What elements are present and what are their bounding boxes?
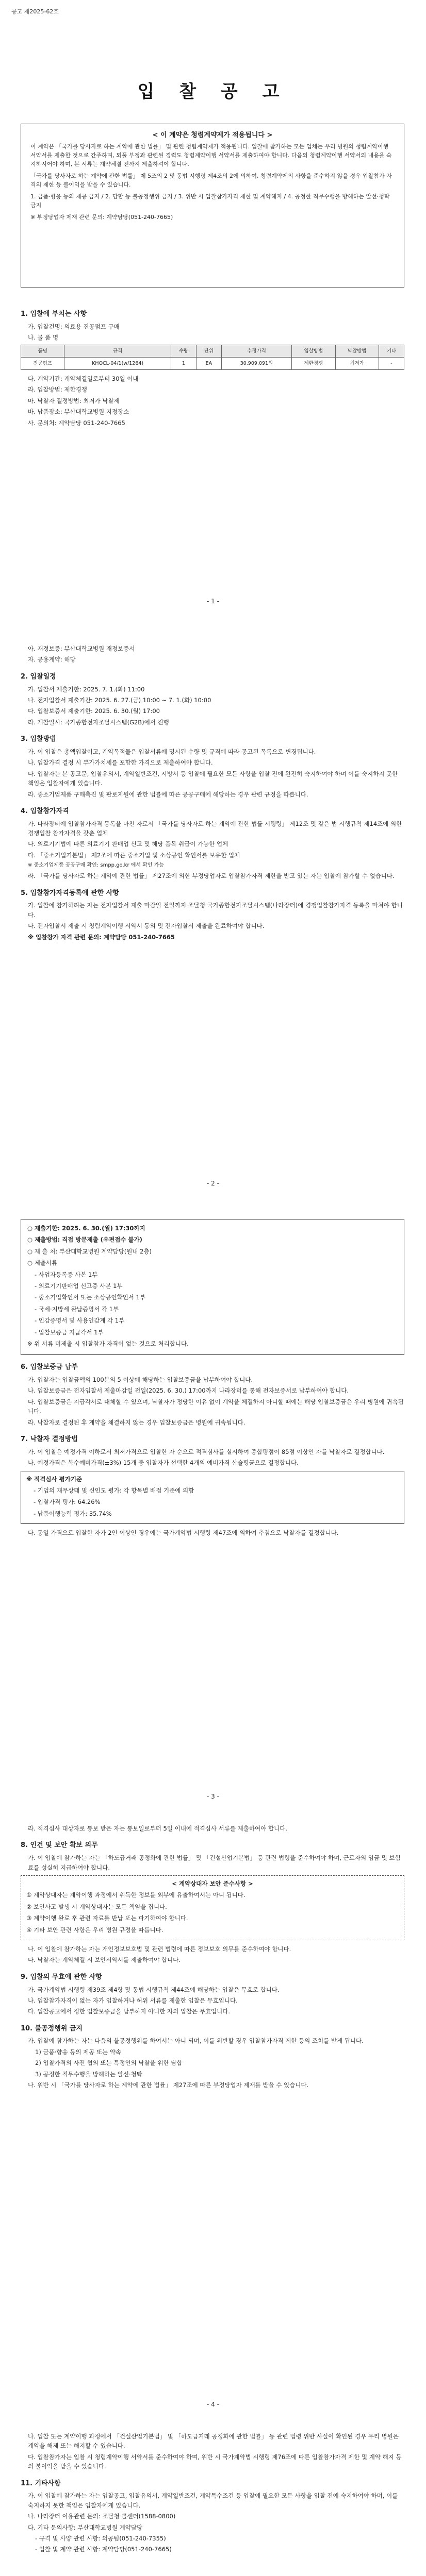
section-1 bbox=[21, 309, 404, 429]
section-item: 나. 입찰참가자격이 없는 자가 입찰하거나 허위 서류를 제출한 입찰은 무효입니다. bbox=[28, 1996, 238, 2004]
section-item: 마. 낙찰자 결정방법: 최저가 낙찰제 bbox=[28, 397, 120, 404]
table-cell: - bbox=[379, 357, 404, 369]
section-item: 나. 전자입찰서 제출기간: 2025. 6. 27.(금) 10:00 ~ 7. 1.(화) 10:00 bbox=[28, 696, 211, 704]
section-heading: 11. 기타사항 bbox=[21, 2479, 61, 2487]
notice-paragraph: 「국가를 당사자로 하는 계약에 관한 법률」 제 5조의 2 및 동법 시행령 제4조의 2에 의하여, 청렴계약제의 사항을 준수하지 않을 경우 입찰참가 자격의 제한 등 불이익을 받을 수 있습니다. bbox=[30, 173, 392, 189]
section-item: 나. 전자입찰서 제출 시 청렴계약이행 서약서 동의 및 전자입찰서 제출을 완료하여야 합니다. bbox=[28, 922, 265, 930]
section-item: 자. 공용계약: 해당 bbox=[28, 656, 76, 664]
section-item: 다. 입찰참가자는 입찰 시 청렴계약이행 서약서를 준수하여야 하며, 위반 시 국가계약법 시행령 제76조에 따른 입찰참가자격 제한 및 계약 해지 등의 불이익을 받을 수 있습니다. bbox=[28, 2453, 402, 2470]
page-number: - 2 - bbox=[207, 1180, 219, 1187]
table-cell: 진공펌프 bbox=[21, 357, 64, 369]
section-item: 나. 위반 시 「국가를 당사자로 하는 계약에 관한 법률」 제27조에 따른 부정당업자 제재를 받을 수 있습니다. bbox=[28, 2081, 309, 2089]
box-line: ○ 제출기한: 2025. 6. 30.(월) 17:30까지 bbox=[27, 1225, 145, 1232]
section-heading: 3. 입찰방법 bbox=[21, 735, 56, 743]
section-subitem: 2) 입찰가격의 사전 협의 또는 특정인의 낙찰을 위한 담합 bbox=[35, 2059, 183, 2067]
notice-heading: < 이 계약은 청렴계약제가 적용됩니다 > bbox=[152, 131, 273, 139]
section-item: 가. 입찰자는 입찰금액의 100분의 5 이상에 해당하는 입찰보증금을 납부하여야 합니다. bbox=[28, 1376, 253, 1384]
box-line: ③ 계약이행 완료 후 관련 자료를 반납 또는 파기하여야 합니다. bbox=[26, 1914, 188, 1922]
page-number: - 3 - bbox=[207, 1793, 219, 1800]
section-item: 나. 물 품 명 bbox=[28, 334, 59, 342]
notice-paragraph: 1. 금품·향응 등의 제공 금지 / 2. 담합 등 불공정행위 금지 / 3. 위반 시 입찰참가자격 제한 및 계약해지 / 4. 공정한 직무수행을 방해하는 알선·청탁 금지 bbox=[30, 193, 390, 209]
section-item: 라. 중소기업제품 구매촉진 및 판로지원에 관한 법률에 따른 공공구매에 해당하는 경우 관련 규정을 따릅니다. bbox=[28, 790, 308, 798]
table-header: 추정가격 bbox=[221, 345, 291, 357]
section-item: 다. 「중소기업기본법」 제2조에 따른 중소기업 및 소상공인 확인서를 보유한 업체 bbox=[28, 851, 240, 859]
section-item: 라. 입찰방법: 제한경쟁 bbox=[28, 386, 87, 394]
table-header: 수량 bbox=[171, 345, 196, 357]
section-item: 라. 개찰일시: 국가종합전자조달시스템(G2B)에서 진행 bbox=[28, 718, 169, 726]
page-number: - 1 - bbox=[207, 598, 219, 605]
section-heading: 8. 인건 및 보안 확보 의무 bbox=[21, 1841, 98, 1850]
section-item: 가. 국가계약법 시행령 제39조 제4항 및 동법 시행규칙 제44조에 해당하는 입찰은 무효로 합니다. bbox=[28, 1986, 280, 1993]
section-item: 다. 기타 문의사항: 부산대학교병원 계약담당 bbox=[28, 2523, 143, 2531]
table-header: 품명 bbox=[21, 345, 64, 357]
section-item: 다. 입찰보증서 제출기한: 2025. 6. 30.(월) 17:00 bbox=[28, 707, 160, 715]
section-item: 사. 문의처: 계약담당 051-240-7665 bbox=[28, 419, 125, 427]
table-header: 규격 bbox=[64, 345, 171, 357]
section-heading: 9. 입찰의 무효에 관한 사항 bbox=[21, 1973, 102, 1981]
item-table bbox=[21, 345, 404, 370]
box-line: - 납품이행능력 평가: 35.74% bbox=[34, 1510, 112, 1517]
section-item: 나. 입찰 또는 계약이행 과정에서 「건설산업기본법」 및 「하도급거래 공정화에 관한 법률」 등 관련 법령 위반 사실이 확인된 경우 우리 병원은 계약을 해제 또는 해지할 수 있습니다. bbox=[28, 2433, 399, 2450]
section-item: 가. 입찰에 참가하는 자는 다음의 불공정행위를 하여서는 아니 되며, 이를 위반할 경우 입찰참가자격 제한 등의 조치를 받게 됩니다. bbox=[28, 2037, 364, 2045]
box-line: ④ 기타 보안 관련 사항은 우리 병원 규정을 따릅니다. bbox=[26, 1926, 163, 1934]
section-item: 가. 이 입찰은 예정가격 이하로서 최저가격으로 입찰한 자 순으로 적격심사를 실시하여 종합평점이 85점 이상인 자를 낙찰자로 결정합니다. bbox=[28, 1448, 385, 1455]
section-item: 나. 의료기기법에 따른 의료기기 판매업 신고 및 해당 품목 취급이 가능한 업체 bbox=[28, 840, 228, 848]
box-line: - 의료기기판매업 신고증 사본 1부 bbox=[35, 1282, 123, 1290]
page-3-content bbox=[21, 1216, 404, 1539]
section-heading: 2. 입찰일정 bbox=[21, 672, 56, 681]
section-item: 가. 이 입찰은 총액입찰이고, 계약목적물은 입찰서류에 명시된 수량 및 규격에 따라 공고된 목록으로 변경됩니다. bbox=[28, 748, 316, 755]
box-line: - 사업자등록증 사본 1부 bbox=[35, 1270, 98, 1278]
section-item: 다. 낙찰자는 계약체결 시 보안서약서를 제출하여야 합니다. bbox=[28, 1956, 181, 1964]
page-2-content bbox=[21, 644, 404, 943]
box-line: - 기업의 재무상태 및 신인도 평가: 각 항목별 배점 기준에 의함 bbox=[34, 1487, 194, 1495]
document-number: 공고 제2025-62호 bbox=[11, 8, 59, 15]
page-4-content bbox=[21, 1824, 404, 2091]
section-item: 바. 납품장소: 부산대학교병원 지정장소 bbox=[28, 408, 129, 416]
section-item: 다. 입찰보증금은 지급각서로 대체할 수 있으며, 낙찰자가 정당한 이유 없이 계약을 체결하지 아니할 때에는 해당 입찰보증금은 우리 병원에 귀속됩니다. bbox=[28, 1398, 404, 1415]
section-item: 가. 이 입찰에 참가하는 자는 입찰공고, 입찰유의서, 계약일반조건, 계약특수조건 등 입찰에 필요한 모든 사항을 입찰 전에 숙지하여야 하며, 이를 숙지하지 못한 책임은 입찰자에게 있습니다. bbox=[28, 2492, 398, 2509]
section-heading: 10. 불공정행위 금지 bbox=[21, 2024, 83, 2032]
section-subitem: 1) 금품·향응 등의 제공 또는 약속 bbox=[35, 2048, 122, 2056]
section-item: 나. 입찰보증금은 전자입찰서 제출마감일 전일(2025. 6. 30.) 17:00까지 나라장터를 통해 전자보증서로 납부하여야 합니다. bbox=[28, 1387, 349, 1395]
section-subitem: 3) 공정한 직무수행을 방해하는 알선·청탁 bbox=[35, 2070, 142, 2078]
submission-box bbox=[21, 1219, 404, 1355]
table-header: 단위 bbox=[196, 345, 221, 357]
section-item: 가. 나라장터에 입찰참가자격 등록을 마친 자로서 「국가를 당사자로 하는 계약에 관한 법률 시행령」 제12조 및 같은 법 시행규칙 제14조에 의한 경쟁입찰 참가자격을 갖춘 업체 bbox=[28, 820, 402, 837]
box-line: - 입찰가격 평가: 64.26% bbox=[34, 1498, 101, 1506]
table-header-row bbox=[21, 345, 404, 357]
box-line: - 중소기업확인서 또는 소상공인확인서 1부 bbox=[35, 1294, 145, 1301]
section-item: 가. 입찰에 참가하려는 자는 전자입찰서 제출 마감일 전일까지 조달청 국가종합전자조달시스템(나라장터)에 경쟁입찰참가자격 등록을 마쳐야 합니다. bbox=[28, 902, 403, 919]
section-item: 나. 입찰가격 결정 시 부가가치세를 포함한 가격으로 제출하여야 합니다. bbox=[28, 759, 213, 767]
table-cell: EA bbox=[196, 357, 221, 369]
section-item: 나. 예정가격은 복수예비가격(±3%) 15개 중 입찰자가 선택한 4개의 예비가격 산술평균으로 결정합니다. bbox=[28, 1459, 299, 1467]
page-5-content bbox=[21, 2432, 404, 2556]
box-line: ① 계약상대자는 계약이행 과정에서 취득한 정보를 외부에 유출하여서는 아니 됩니다. bbox=[26, 1891, 245, 1899]
section-item: 다. 입찰자는 본 공고문, 입찰유의서, 계약일반조건, 시방서 등 입찰에 필요한 모든 사항을 입찰 전에 완전히 숙지하여야 하며 이를 숙지하지 못한 책임은 입찰자에게 있습니다. bbox=[28, 770, 398, 787]
table-cell: KHOCL-04/1(w/1264) bbox=[64, 357, 171, 369]
section-item: 다. 동일 가격으로 입찰한 자가 2인 이상인 경우에는 국가계약법 시행령 제47조에 의하여 추첨으로 낙찰자를 결정합니다. bbox=[28, 1529, 339, 1537]
section-item: 라. 낙찰자로 결정된 후 계약을 체결하지 않는 경우 입찰보증금은 병원에 귀속됩니다. bbox=[28, 1418, 245, 1426]
box-line: - 국세·지방세 완납증명서 각 1부 bbox=[35, 1305, 119, 1313]
table-row bbox=[21, 357, 404, 369]
section-heading: 6. 입찰보증금 납부 bbox=[21, 1363, 78, 1371]
table-header: 기타 bbox=[379, 345, 404, 357]
box-line: ※ 위 서류 미제출 시 입찰참가 자격이 없는 것으로 처리합니다. bbox=[27, 1340, 189, 1347]
section-item: 라. 적격심사 대상자로 통보 받은 자는 통보일로부터 5일 이내에 적격심사 서류를 제출하여야 합니다. bbox=[28, 1825, 287, 1832]
section-item: 가. 이 입찰에 참가하는 자는 「하도급거래 공정화에 관한 법률」 및 「건설산업기본법」 등 관련 법령을 준수하여야 하며, 근로자의 임금 및 보험료를 성실히 지급하여야 합니다. bbox=[28, 1854, 401, 1871]
document-title: 입 찰 공 고 bbox=[137, 81, 289, 102]
evaluation-criteria-box bbox=[21, 1471, 404, 1524]
section-item: 라. 「국가를 당사자로 하는 계약에 관한 법률」 제27조에 의한 부정당업자로 입찰참가자격 제한을 받고 있는 자는 입찰에 참가할 수 없습니다. bbox=[28, 872, 395, 880]
table-header: 낙찰방법 bbox=[335, 345, 379, 357]
section-heading: 5. 입찰참가자격등록에 관한 사항 bbox=[21, 889, 119, 897]
section-subitem: - 입찰 및 계약 관련 사항: 계약담당(051-240-7665) bbox=[35, 2546, 172, 2553]
table-header: 입찰방법 bbox=[292, 345, 335, 357]
section-item: 나. 이 입찰에 참가하는 자는 개인정보보호법 및 관련 법령에 따른 정보보호 의무를 준수하여야 합니다. bbox=[28, 1945, 291, 1953]
section-item: 가. 입찰건명: 의료용 진공펌프 구매 bbox=[28, 323, 120, 330]
box-line: ○ 제출방법: 직접 방문제출 (우편접수 불가) bbox=[27, 1236, 142, 1244]
notice-paragraph: ※ 부정당업자 제재 관련 문의: 계약담당(051-240-7665) bbox=[30, 214, 173, 221]
box-line: ○ 제 출 처: 부산대학교병원 계약담당(원내 2층) bbox=[27, 1247, 152, 1255]
section-note: ※ 중소기업제품 공공구매 확인: smpp.go.kr 에서 확인 가능 bbox=[28, 862, 165, 869]
section-note: ※ 입찰참가 자격 관련 문의: 계약담당 051-240-7665 bbox=[28, 933, 175, 941]
section-item: 가. 입찰서 제출기한: 2025. 7. 1.(화) 11:00 bbox=[28, 685, 145, 693]
table-cell: 1 bbox=[171, 357, 196, 369]
section-heading: 7. 낙찰자 결정방법 bbox=[21, 1435, 78, 1444]
box-line: ② 보안사고 발생 시 계약상대자는 모든 책임을 집니다. bbox=[26, 1903, 167, 1910]
section-item: 다. 입찰공고에서 정한 입찰보증금을 납부하지 아니한 자의 입찰은 무효입니다. bbox=[28, 2008, 231, 2015]
section-heading: 4. 입찰참가자격 bbox=[21, 807, 69, 815]
page-number: - 4 - bbox=[207, 2401, 219, 2408]
table-cell: 제한경쟁 bbox=[292, 357, 335, 369]
notice-paragraph: 이 계약은 「국가를 당사자로 하는 계약에 관한 법률」 및 관련 청렴계약제가 적용됩니다. 입찰에 참가하는 모든 업체는 우리 병원의 청렴계약이행 서약서를 제출한 것으로 간주하며, 되풀 부정과 관련된 경력도 청렴계약이행 서약서를 제출하여야 합니다. 다음의 청렴계약이행 서약서의 내용을 숙지하시어야 하며, 본 서류는 계약체결 전까지 제출하셔야 합니다. bbox=[30, 143, 392, 168]
box-line: - 인감증명서 및 사용인감계 각 1부 bbox=[35, 1317, 125, 1325]
section-subitem: - 규격 및 사양 관련 사항: 의공팀(051-240-7355) bbox=[35, 2534, 166, 2542]
box-line: ○ 제출서류 bbox=[27, 1259, 58, 1267]
integrity-notice-box bbox=[21, 124, 404, 287]
box-line: ※ 적격심사 평가기준 bbox=[26, 1475, 83, 1483]
page-5 bbox=[0, 2416, 426, 2576]
table-cell: 최저가 bbox=[335, 357, 379, 369]
table-cell: 30,909,091원 bbox=[221, 357, 291, 369]
box-heading: < 계약상대자 보안 준수사항 > bbox=[172, 1879, 253, 1887]
section-heading: 1. 입찰에 부치는 사항 bbox=[21, 310, 87, 318]
box-line: - 입찰보증금 지급각서 1부 bbox=[35, 1328, 104, 1336]
security-obligations-box bbox=[21, 1875, 404, 1940]
section-item: 나. 나라장터 이용관련 문의: 조달청 콜센터(1588-0800) bbox=[28, 2513, 176, 2520]
section-item: 아. 재정보증: 부산대학교병원 재정보증서 bbox=[28, 645, 135, 652]
section-item: 다. 계약기간: 계약체결일로부터 30일 이내 bbox=[28, 375, 139, 382]
